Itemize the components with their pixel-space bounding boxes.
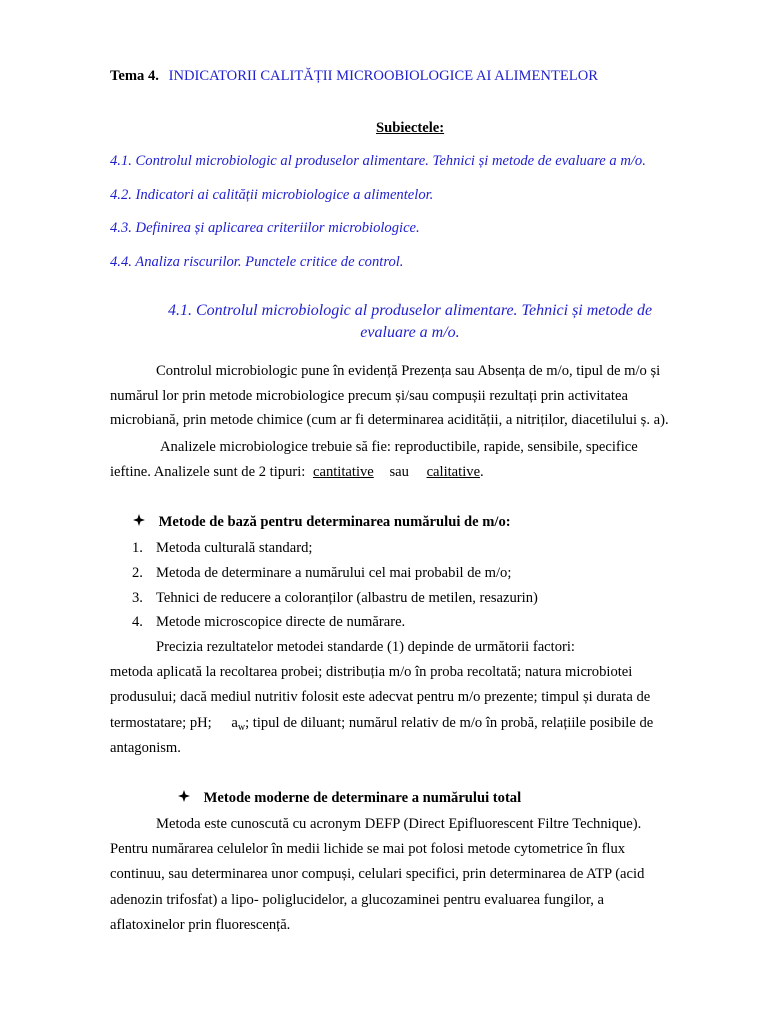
diamond-bullet-icon [178,790,192,807]
document-header [110,68,598,85]
paragraph1-line2: numărul lor prin metode microbiologice precum și/sau compușii rezultați prin activitatea [110,388,628,404]
list-text: Tehnici de reducere a coloranților (albastru de metilen, resazurin) [156,590,538,606]
basic-methods-heading-row [133,514,511,531]
modern-methods-line5: aflatoxinelor prin fluorescență. [110,917,291,933]
list-number: 3. [132,590,143,606]
subjects-heading: Subiectele: [376,120,445,136]
factors-line2: produsului; dacă mediul nutritiv folosit este adecvat pentru m/o prezente; timpul și durata de [110,689,651,705]
precision-sentence: Precizia rezultatelor metodei standarde (1) depinde de următorii factori: [156,639,575,655]
section-title-line-2: evaluare a m/o. [360,324,460,341]
diamond-bullet-icon [133,514,147,531]
subject-item: 4.3. Definirea și aplicarea criteriilor microbiologice. [110,220,420,236]
list-text: Metode microscopice directe de numărare. [156,614,406,630]
modern-methods-line1: Metoda este cunoscută cu acronym DEFP (Direct Epifluorescent Filtre Technique). [156,816,642,832]
subject-item: 4.2. Indicatori ai calității microbiologice a alimentelor. [110,187,434,203]
paragraph1-line1: Controlul microbiologic pune în evidență Prezența sau Absența de m/o, tipul de m/o și [156,363,661,379]
paragraph2-line1: Analizele microbiologice trebuie să fie: reproductibile, rapide, sensibile, specifice [160,439,638,455]
modern-methods-line2: Pentru numărarea celulelor în medii lichide se mai pot folosi metode cytometrice în flux [110,841,626,857]
factors-text: termostatare; pH; [110,715,212,731]
factors-line4: antagonism. [110,740,181,756]
paragraph2-line2 [110,464,484,481]
qualitative-term: calitative [426,464,481,480]
list-item [132,565,512,582]
list-item [132,614,406,631]
topic-prefix: Tema 4. [110,68,159,84]
factors-line1: metoda aplicată la recoltarea probei; distribuția m/o în proba recoltată; natura microbiotei [110,664,633,680]
list-number: 2. [132,565,143,581]
paragraph1-line3: microbiană, prin metode chimice (cum ar fi determinarea acidității, a nitriților, diacetilului ș. a). [110,412,669,428]
list-number: 1. [132,540,143,556]
basic-methods-heading: Metode de bază pentru determinarea numărului de m/o: [158,514,511,530]
factors-line3 [110,715,653,733]
modern-methods-heading: Metode moderne de determinare a numărului total [203,790,522,806]
factors-text: ; tipul de diluant; numărul relativ de m/o în probă, relațiile posibile de [245,715,654,731]
list-item [132,590,538,607]
subject-item: 4.1. Controlul microbiologic al produselor alimentare. Tehnici și metode de evaluare a m/o. [110,153,646,169]
section-title-line-1: 4.1. Controlul microbiologic al produselor alimentare. Tehnici și metode de [167,302,653,319]
water-activity-symbol: $a_w$ [231,715,246,733]
topic-title: INDICATORII CALITĂȚII MICROOBIOLOGICE AI ALIMENTELOR [168,68,598,84]
paragraph2-period: . [480,464,484,480]
paragraph2-text: ieftine. Analizele sunt de 2 tipuri: [110,464,306,480]
list-number: 4. [132,614,143,630]
modern-methods-line3: continuu, sau determinarea unor compuși, celulari specifici, prin determinarea de ATP (acid [110,866,645,882]
paragraph2-conjunction: sau [389,464,409,480]
quantitative-term: cantitative [313,464,374,480]
list-text: Metoda culturală standard; [156,540,313,556]
subject-item: 4.4. Analiza riscurilor. Punctele critice de control. [110,254,404,270]
list-text: Metoda de determinare a numărului cel mai probabil de m/o; [156,565,512,581]
modern-methods-line4: adenozin trifosfat) a lipo- poliglucidelor, a glucozaminei pentru evaluarea fungilor, a [110,892,605,908]
modern-methods-heading-row [178,790,521,807]
paragraph-line [156,363,712,380]
list-item [132,540,313,557]
